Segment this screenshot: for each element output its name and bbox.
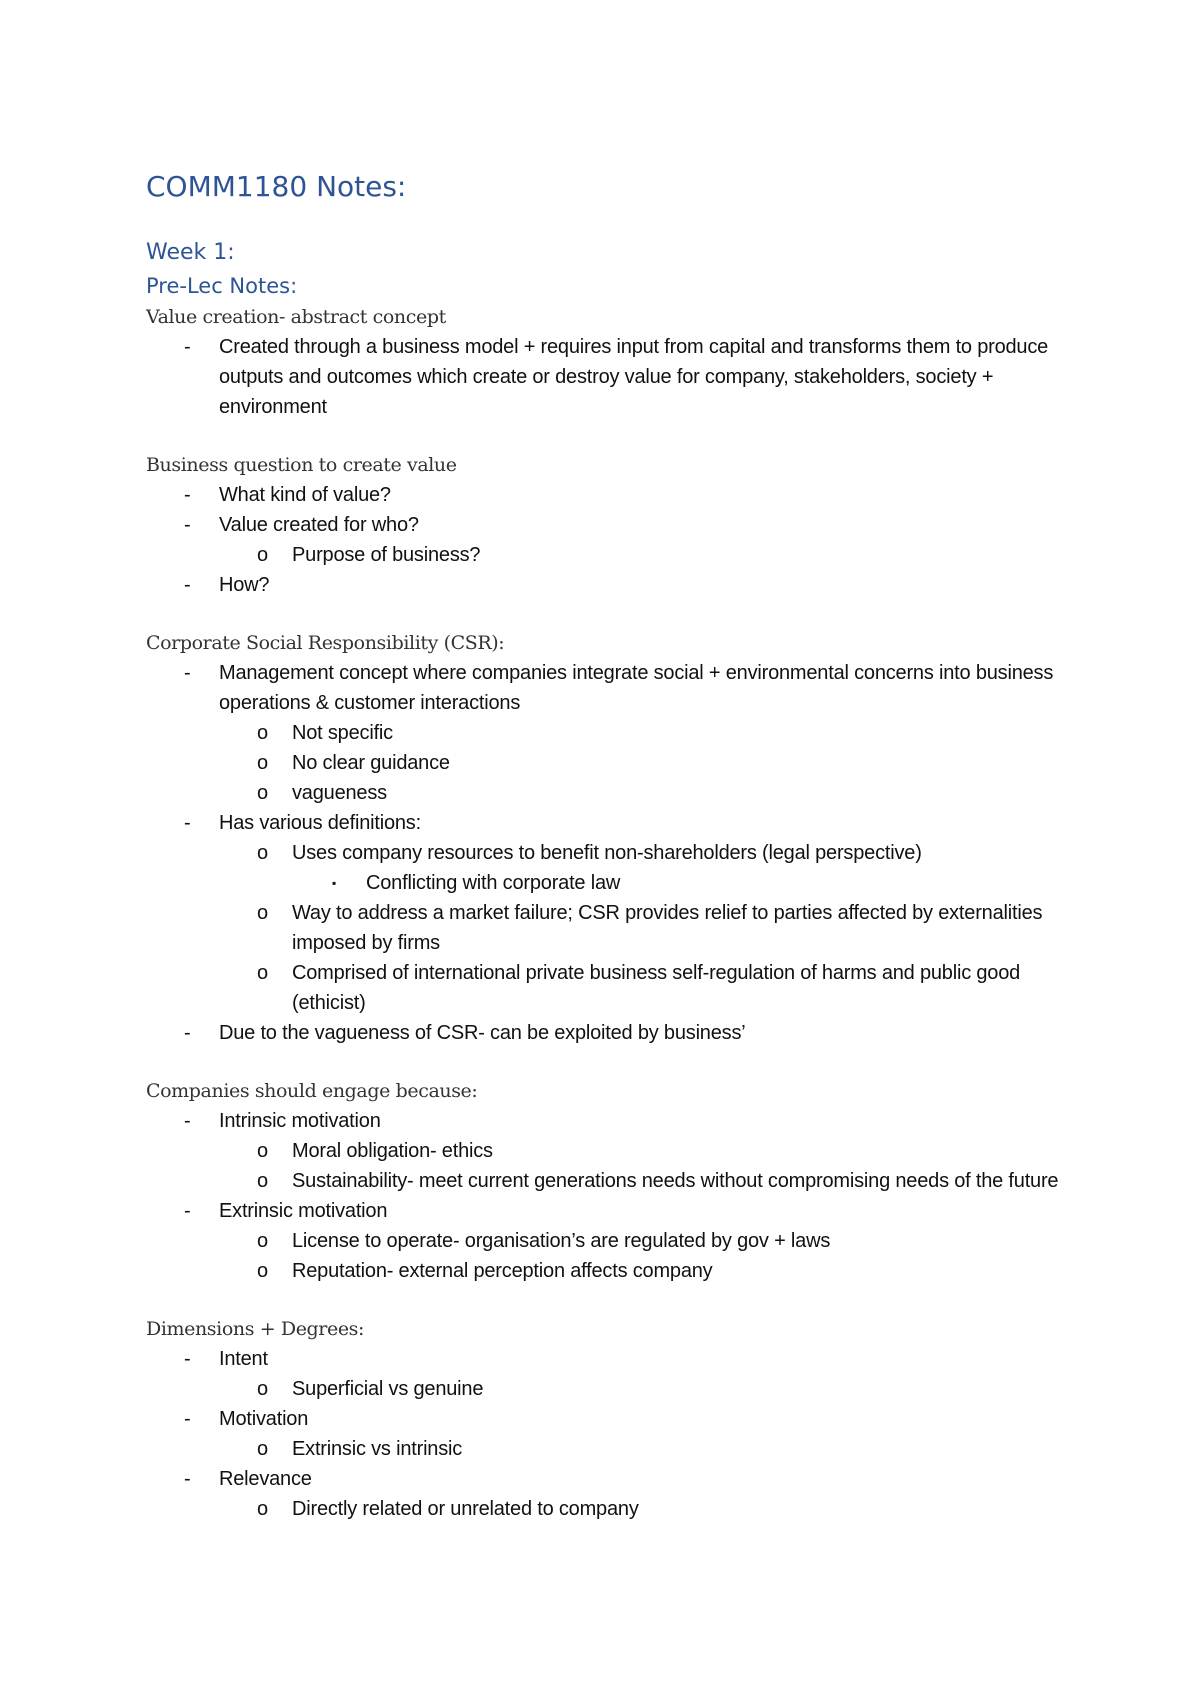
list-item-text: Moral obligation- ethics [292,1140,493,1162]
dash-bullet-icon: - [184,1110,191,1132]
list-item [146,510,1086,540]
list-item-text: Superficial vs genuine [292,1378,484,1400]
list-item [146,1018,1086,1048]
list-item-text: Created through a business model + requires input from capital and transforms them to produce outputs and outcomes which create or destroy value for company, stakeholders, society + environment [219,336,1049,418]
list-item-text: Directly related or unrelated to company [292,1498,639,1520]
list-item [146,1136,1086,1166]
list-item [146,658,1086,718]
list-item-text: Value created for who? [219,514,419,536]
circle-bullet-icon: o [257,1498,268,1520]
bullet-list [146,332,1086,422]
section-gap [146,1048,1086,1076]
list-item-text: Way to address a market failure; CSR provides relief to parties affected by externalities imposed by firms [292,902,1043,954]
bullet-list [146,1106,1086,1286]
bullet-list [146,1344,1086,1524]
circle-bullet-icon: o [257,1260,268,1282]
section-gap [146,600,1086,628]
list-item-text: Reputation- external perception affects company [292,1260,713,1282]
list-item [146,868,1086,898]
circle-bullet-icon: o [257,842,268,864]
list-item-text: Purpose of business? [292,544,481,566]
list-item [146,1374,1086,1404]
circle-bullet-icon: o [257,1170,268,1192]
list-item [146,1226,1086,1256]
circle-bullet-icon: o [257,1438,268,1460]
week-heading: Week 1: [146,240,235,265]
list-item-text: Sustainability- meet current generations needs without compromising needs of the future [292,1170,1059,1192]
list-item-text: Due to the vagueness of CSR- can be exploited by business’ [219,1022,746,1044]
list-item [146,1434,1086,1464]
document-title: COMM1180 Notes: [146,170,407,203]
list-item-text: Management concept where companies integrate social + environmental concerns into business operations & customer interactions [219,662,1054,714]
dash-bullet-icon: - [184,1348,191,1370]
list-item-text: Extrinsic motivation [219,1200,388,1222]
notes-body [146,302,1086,1524]
list-item-text: Conflicting with corporate law [366,872,621,894]
dash-bullet-icon: - [184,812,191,834]
list-item [146,1494,1086,1524]
list-item [146,480,1086,510]
list-item-text: Comprised of international private business self-regulation of harms and public good (ethicist) [292,962,1021,1014]
section-heading: Dimensions + Degrees: [146,1318,365,1340]
list-item [146,1166,1086,1196]
section-heading: Business question to create value [146,454,457,476]
pre-lec-heading: Pre-Lec Notes: [146,274,298,298]
list-item-text: How? [219,574,270,596]
dash-bullet-icon: - [184,484,191,506]
list-item-text: Has various definitions: [219,812,421,834]
dash-bullet-icon: - [184,1408,191,1430]
list-item [146,838,1086,868]
list-item-text: Not specific [292,722,393,744]
list-item [146,958,1086,1018]
section-heading: Corporate Social Responsibility (CSR): [146,632,505,654]
dash-bullet-icon: - [184,1200,191,1222]
section-heading: Value creation- abstract concept [146,306,446,328]
list-item [146,1256,1086,1286]
list-item-text: License to operate- organisation’s are regulated by gov + laws [292,1230,831,1252]
list-item [146,540,1086,570]
list-item-text: No clear guidance [292,752,450,774]
dash-bullet-icon: - [184,1022,191,1044]
circle-bullet-icon: o [257,722,268,744]
list-item [146,898,1086,958]
list-item-text: vagueness [292,782,387,804]
list-item-text: Motivation [219,1408,309,1430]
list-item [146,332,1086,422]
list-item [146,1344,1086,1374]
circle-bullet-icon: o [257,1230,268,1252]
list-item [146,1404,1086,1434]
list-item [146,570,1086,600]
list-item-text: What kind of value? [219,484,391,506]
list-item [146,778,1086,808]
list-item [146,808,1086,838]
dash-bullet-icon: - [184,336,191,358]
dash-bullet-icon: - [184,574,191,596]
dash-bullet-icon: - [184,1468,191,1490]
list-item-text: Uses company resources to benefit non-shareholders (legal perspective) [292,842,922,864]
circle-bullet-icon: o [257,544,268,566]
list-item [146,1464,1086,1494]
list-item-text: Intrinsic motivation [219,1110,381,1132]
dash-bullet-icon: - [184,514,191,536]
circle-bullet-icon: o [257,752,268,774]
list-item-text: Intent [219,1348,268,1370]
circle-bullet-icon: o [257,1140,268,1162]
list-item [146,718,1086,748]
section-gap [146,1286,1086,1314]
circle-bullet-icon: o [257,782,268,804]
circle-bullet-icon: o [257,1378,268,1400]
circle-bullet-icon: o [257,962,268,984]
list-item [146,1196,1086,1226]
bullet-list [146,658,1086,1048]
list-item-text: Relevance [219,1468,312,1490]
list-item [146,1106,1086,1136]
dash-bullet-icon: - [184,662,191,684]
square-bullet-icon: ▪ [332,876,337,890]
section-gap [146,422,1086,450]
list-item [146,748,1086,778]
circle-bullet-icon: o [257,902,268,924]
bullet-list [146,480,1086,600]
list-item-text: Extrinsic vs intrinsic [292,1438,463,1460]
section-heading: Companies should engage because: [146,1080,478,1102]
